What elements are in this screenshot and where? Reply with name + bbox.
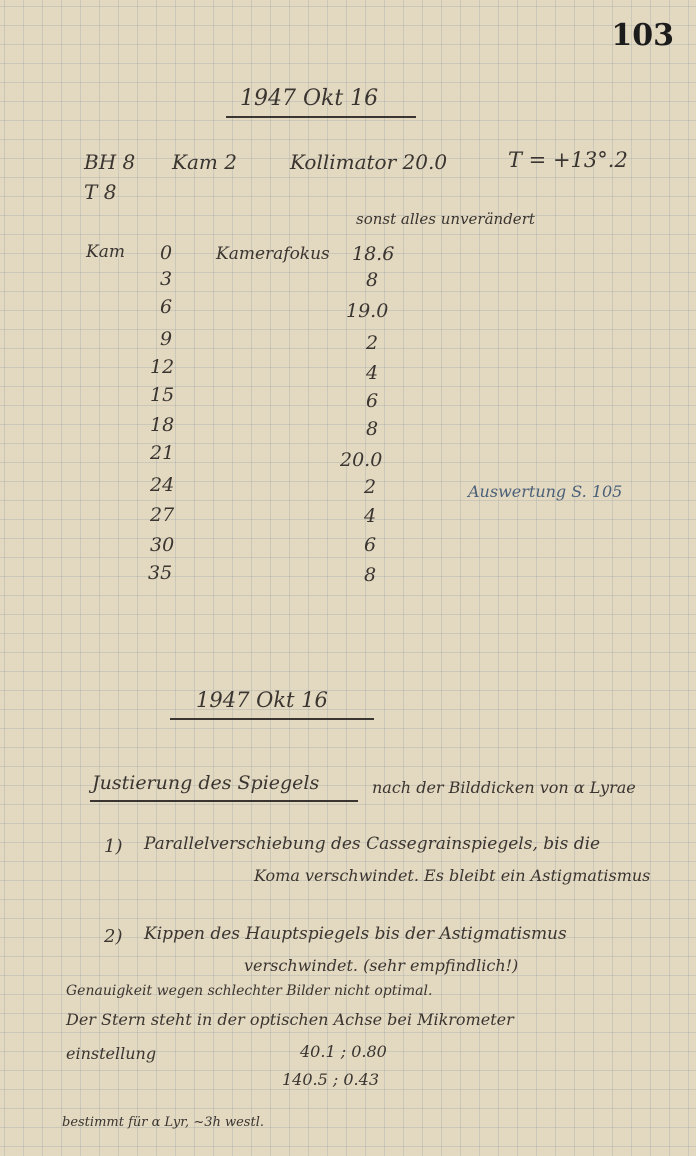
table-row: 6 [160,296,173,318]
row-label-kam: Kam [86,242,125,262]
item1-line2: Koma verschwindet. Es bleibt ein Astigmatismus [254,866,651,885]
micrometer-label: einstellung [66,1044,157,1063]
table-row: 3 [160,268,173,290]
header-date-underline [226,116,416,118]
table-row: 21 [150,442,175,464]
table-row: 30 [150,534,175,556]
section2-heading-rest: nach der Bilddicken von α Lyrae [372,778,636,797]
table-value: 4 [366,362,379,384]
micrometer-reading-2: 140.5 ; 0.43 [282,1070,379,1089]
header-collimator: Kollimator 20.0 [290,150,448,174]
row-label-kamerafokus: Kamerafokus [216,244,330,264]
table-row: 9 [160,328,173,350]
footnote: bestimmt für α Lyr, ~3h westl. [62,1115,264,1130]
table-note: sonst alles unverändert [356,210,535,228]
table-row: 0 [160,242,173,264]
item2-line1: Kippen des Hauptspiegels bis der Astigmatismus [144,924,567,944]
table-value: 19.0 [346,300,389,322]
section2-date-underline [170,718,374,720]
header-instrument: BH 8 [84,150,136,174]
item2-number: 2) [104,926,123,947]
micrometer-reading-1: 40.1 ; 0.80 [300,1042,387,1061]
item1-line1: Parallelverschiebung des Cassegrainspiegels, bis die [144,834,601,854]
table-value: 8 [364,564,377,586]
table-row: 24 [150,474,175,496]
section2-date: 1947 Okt 16 [196,688,328,712]
table-row: 18 [150,414,175,436]
table-row: 15 [150,384,175,406]
header-camera: Kam 2 [172,150,237,174]
side-note: Auswertung S. 105 [468,482,623,501]
page-number: 103 [611,18,674,53]
header-date: 1947 Okt 16 [240,86,379,111]
item1-number: 1) [104,836,123,857]
table-value: 6 [366,390,379,412]
table-value: 4 [364,505,377,527]
accuracy-note: Genauigkeit wegen schlechter Bilder nicht optimal. [66,983,433,999]
optical-axis-note: Der Stern steht in der optischen Achse bei Mikrometer [66,1010,514,1029]
table-value: 6 [364,534,377,556]
table-value: 18.6 [352,243,395,265]
table-row: 27 [150,504,175,526]
table-row: 35 [148,562,173,584]
section2-heading: Justierung des Spiegels [92,772,320,794]
table-value: 8 [366,269,379,291]
table-value: 8 [366,418,379,440]
item2-line2: verschwindet. (sehr empfindlich!) [244,956,519,975]
section2-heading-underline [90,800,358,802]
table-value: 2 [364,476,377,498]
table-row: 12 [150,356,175,378]
table-value: 20.0 [340,449,383,471]
header-row2: T 8 [84,180,117,204]
header-temperature: T = +13°.2 [508,148,628,172]
table-value: 2 [366,332,379,354]
